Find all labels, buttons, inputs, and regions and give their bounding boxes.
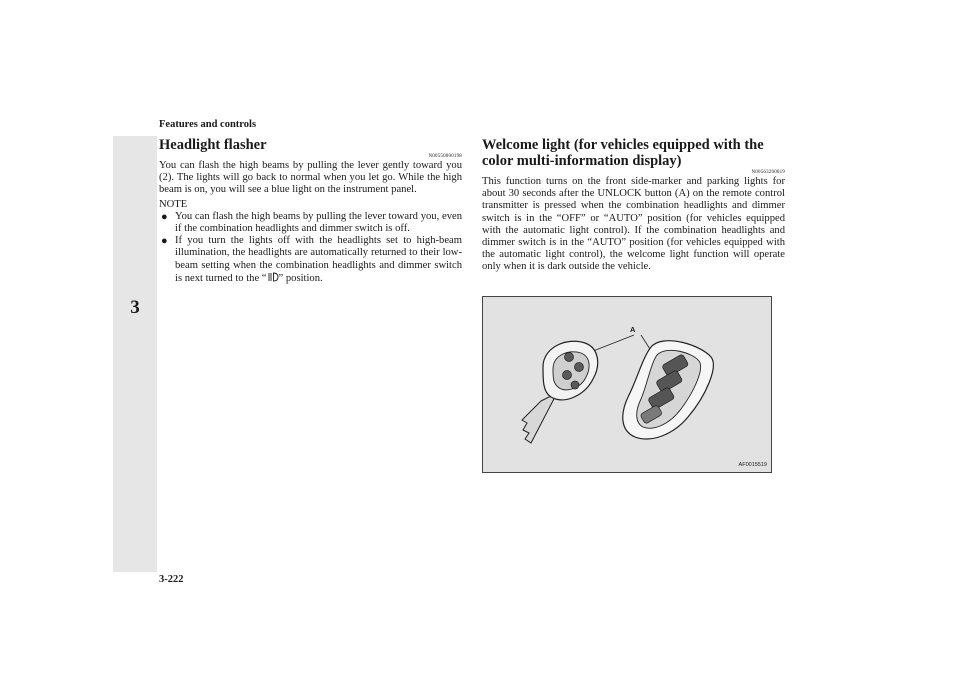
headlight-flasher-title: Headlight flasher [159, 137, 267, 153]
bullet-icon: ● [161, 235, 168, 248]
headlight-flasher-body: You can flash the high beams by pulling the lever gently toward you (2). The lights will go back to normal when you let go. While the high beam is on, you will see a blue light on the instrument panel. [159, 160, 462, 196]
callout-label-a: A [630, 325, 636, 334]
note-label: NOTE [159, 198, 188, 210]
figure-code: AF0015519 [738, 462, 767, 468]
chapter-tab [113, 136, 157, 572]
remote-transmitter-figure [482, 296, 772, 473]
key-and-remote-illustration [483, 297, 771, 472]
page-number: 3-222 [159, 574, 184, 585]
section-header: Features and controls [159, 119, 257, 130]
left-column [159, 137, 462, 286]
right-column [482, 137, 785, 274]
note-item: ● If you turn the lights off with the headlights set to high-beam illumination, the headlights are automatically returned to their low-beam setting when the combination headlights and dimmer switch is next turned to the “ ” position. [159, 235, 462, 286]
bullet-icon: ● [161, 210, 168, 223]
note-list [159, 211, 462, 286]
welcome-light-title: Welcome light (for vehicles equipped with the color multi-information display) [482, 137, 764, 169]
welcome-light-body: This function turns on the front side-marker and parking lights for about 30 seconds after the UNLOCK button (A) on the remote control transmitter is pressed when the combination headlights and dimmer switch is in the “OFF” or “AUTO” position (for vehicles equipped with the automatic light control). If the combination headlights and dimmer switch is in the “AUTO” position (for vehicles equipped with the automatic light control), the welcome light function will operate only when it is dark outside the vehicle. [482, 176, 785, 273]
note-item: ● You can flash the high beams by pulling the lever toward you, even if the combination headlights and dimmer switch is off. [161, 210, 462, 235]
high-beam-headlight-icon [267, 272, 279, 286]
chapter-tab-number: 3 [130, 297, 140, 318]
section-code: N00550000198 [428, 154, 462, 159]
section-code: N00563200019 [751, 170, 785, 175]
